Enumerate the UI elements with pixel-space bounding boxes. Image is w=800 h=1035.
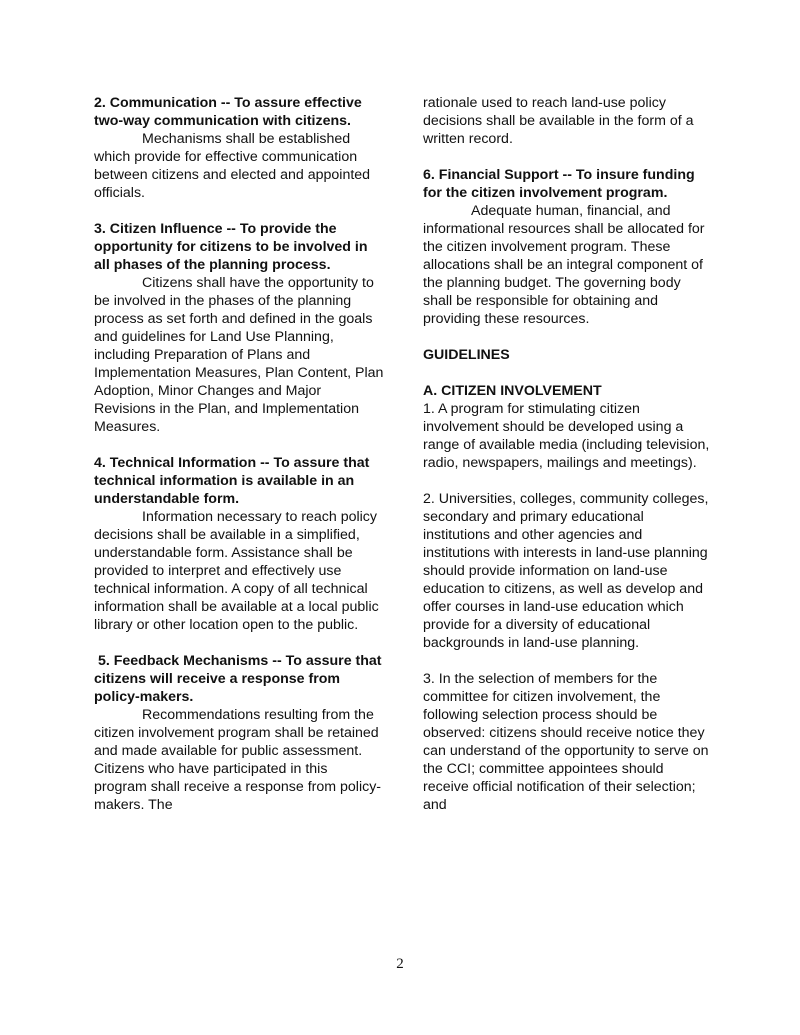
section-technical-information: [94, 454, 384, 634]
section-heading: 3. Citizen Influence -- To provide the opportunity for citizens to be involved in all phases of the planning process.: [94, 221, 368, 273]
right-column: [423, 94, 713, 832]
continuation-text: rationale used to reach land-use policy decisions shall be available in the form of a written record.: [423, 95, 694, 147]
continuation-paragraph: [423, 94, 713, 148]
page-number: 2: [396, 956, 404, 972]
citizen-involvement-guideline: [423, 382, 713, 472]
section-body: Mechanisms shall be established which provide for effective communication between citizens and elected and appointed officials.: [94, 131, 371, 201]
section-financial-support: [423, 166, 713, 328]
guidelines-heading: GUIDELINES: [423, 347, 510, 363]
guideline-item-2-block: [423, 490, 713, 652]
guideline-item-3-block: [423, 670, 713, 814]
section-heading: 6. Financial Support -- To insure funding for the citizen involvement program.: [423, 167, 695, 201]
section-communication: [94, 94, 384, 202]
guideline-heading: A. CITIZEN INVOLVEMENT: [423, 383, 602, 399]
section-citizen-influence: [94, 220, 384, 436]
guideline-item-3: 3. In the selection of members for the committee for citizen involvement, the following selection process should be observed: citizens should receive notice they can understand of the opportunity to serve on the CCI; committee appointees should receive official notification of their selection; and: [423, 671, 709, 813]
guidelines-section: [423, 346, 713, 364]
section-body: Citizens shall have the opportunity to be involved in the phases of the planning process as set forth and defined in the goals and guidelines for Land Use Planning, including Preparation of Plans and Implementation Measures, Plan Content, Plan Adoption, Minor Changes and Major Revisions in the Plan, and Implementation Measures.: [94, 275, 384, 435]
guideline-item-2: 2. Universities, colleges, community colleges, secondary and primary educational institutions and other agencies and institutions with interests in land-use planning should provide information on land-use education to citizens, as well as develop and offer courses in land-use education which provide for a diversity of educational backgrounds in land-use planning.: [423, 491, 709, 651]
left-column: [94, 94, 384, 832]
section-feedback-mechanisms: [94, 652, 384, 814]
section-body: Information necessary to reach policy decisions shall be available in a simplified, understandable form. Assistance shall be provided to interpret and effectively use technical information. A copy of all technical information shall be available at a local public library or other location open to the public.: [94, 509, 379, 633]
section-heading: 4. Technical Information -- To assure that technical information is available in an understandable form.: [94, 455, 370, 507]
section-heading: 2. Communication -- To assure effective two-way communication with citizens.: [94, 95, 362, 129]
section-body: Adequate human, financial, and informational resources shall be allocated for the citizen involvement program. These allocations shall be an integral component of the planning budget. The governing body shall be responsible for obtaining and providing these resources.: [423, 203, 705, 327]
section-body: Recommendations resulting from the citizen involvement program shall be retained and made available for public assessment. Citizens who have participated in this program shall receive a response from policy-makers. The: [94, 707, 382, 813]
guideline-item-1: 1. A program for stimulating citizen involvement should be developed using a range of available media (including television, radio, newspapers, mailings and meetings).: [423, 401, 710, 471]
section-heading: 5. Feedback Mechanisms -- To assure that citizens will receive a response from policy-makers.: [94, 653, 386, 705]
